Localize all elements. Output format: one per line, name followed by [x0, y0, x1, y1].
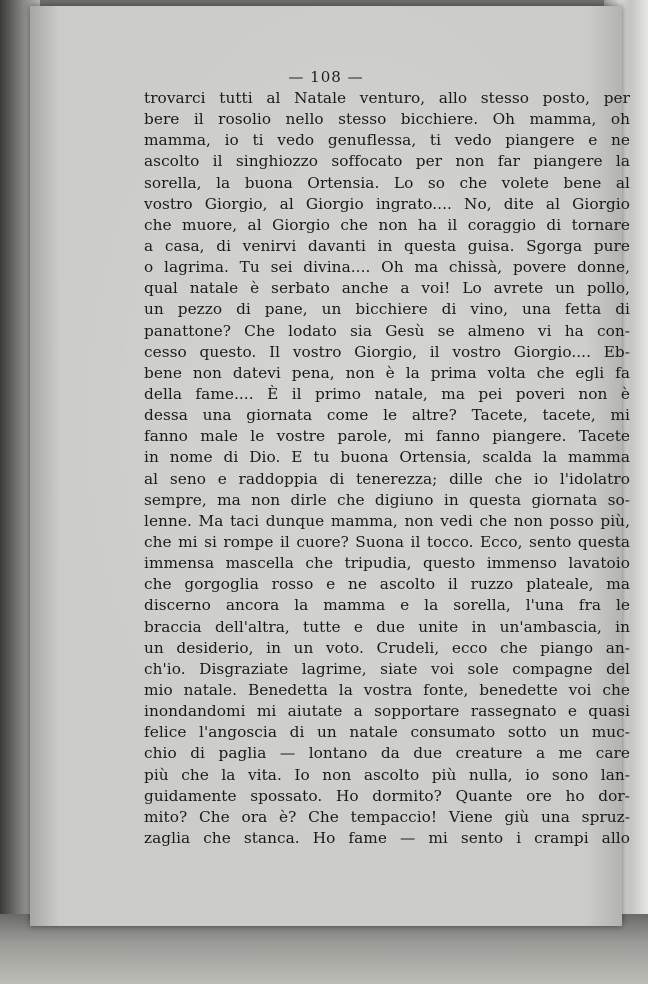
text-line: che muore, al Giorgio che non ha il coraggio di tornare: [144, 215, 630, 234]
text-line: cesso questo. Il vostro Giorgio, il vostro Giorgio.... Eb-: [144, 342, 630, 361]
text-line: un pezzo di pane, un bicchiere di vino, una fetta di: [144, 300, 630, 319]
body-text: [144, 88, 630, 849]
text-line: un desiderio, in un voto. Crudeli, ecco che piango an-: [144, 638, 630, 657]
text-line: sorella, la buona Ortensia. Lo so che volete bene al: [144, 173, 630, 192]
book-page: [30, 6, 630, 926]
text-line: mamma, io ti vedo genuflessa, ti vedo piangere e ne: [144, 131, 630, 150]
text-line: immensa mascella che tripudia, questo immenso lavatoio: [144, 554, 630, 573]
text-line: mito? Che ora è? Che tempaccio! Viene giù una spruz-: [144, 807, 630, 826]
text-line: che gorgoglia rosso e ne ascolto il ruzzo plateale, ma: [144, 575, 630, 594]
text-line: trovarci tutti al Natale venturo, allo stesso posto, per: [144, 89, 630, 107]
text-line: mio natale. Benedetta la vostra fonte, benedette voi che: [144, 680, 630, 699]
text-line: braccia dell'altra, tutte e due unite in un'ambascia, in: [144, 617, 630, 636]
text-line: felice l'angoscia di un natale consumato sotto un muc-: [144, 723, 630, 742]
text-line: inondandomi mi aiutate a sopportare rassegnato e quasi: [144, 702, 630, 721]
text-line: guidamente spossato. Ho dormito? Quante ore ho dor-: [144, 786, 630, 805]
text-line: più che la vita. Io non ascolto più nulla, io sono lan-: [144, 765, 630, 784]
text-line: discerno ancora la mamma e la sorella, l'una fra le: [144, 596, 630, 615]
text-line: che mi si rompe il cuore? Suona il tocco. Ecco, sento questa: [144, 532, 630, 551]
text-line: a casa, di venirvi davanti in questa guisa. Sgorga pure: [144, 236, 630, 255]
text-line: zaglia che stanca. Ho fame — mi sento i crampi allo: [144, 828, 630, 847]
text-line: ch'io. Disgraziate lagrime, siate voi sole compagne del: [144, 659, 630, 678]
text-line: bere il rosolio nello stesso bicchiere. Oh mamma, oh: [144, 110, 630, 129]
text-line: ascolto il singhiozzo soffocato per non far piangere la: [144, 152, 630, 171]
page-number: — 108 —: [288, 68, 364, 86]
text-line: lenne. Ma taci dunque mamma, non vedi che non posso più,: [144, 511, 630, 530]
text-line: vostro Giorgio, al Giorgio ingrato.... No, dite al Giorgio: [144, 194, 630, 213]
text-line: della fame.... È il primo natale, ma pei poveri non è: [144, 384, 630, 403]
text-line: al seno e raddoppia di tenerezza; dille che io l'idolatro: [144, 469, 630, 488]
text-line: panattone? Che lodato sia Gesù se almeno vi ha con-: [144, 321, 630, 340]
text-line: in nome di Dio. E tu buona Ortensia, scalda la mamma: [144, 448, 630, 467]
text-line: bene non datevi pena, non è la prima volta che egli fa: [144, 363, 630, 382]
text-line: o lagrima. Tu sei divina.... Oh ma chissà, povere donne,: [144, 258, 630, 277]
text-line: fanno male le vostre parole, mi fanno piangere. Tacete: [144, 427, 630, 446]
text-line: dessa una giornata come le altre? Tacete, tacete, mi: [144, 406, 630, 425]
text-line: chio di paglia — lontano da due creature a me care: [144, 744, 630, 763]
text-line: qual natale è serbato anche a voi! Lo avrete un pollo,: [144, 279, 630, 298]
text-line: sempre, ma non dirle che digiuno in questa giornata so-: [144, 490, 630, 509]
